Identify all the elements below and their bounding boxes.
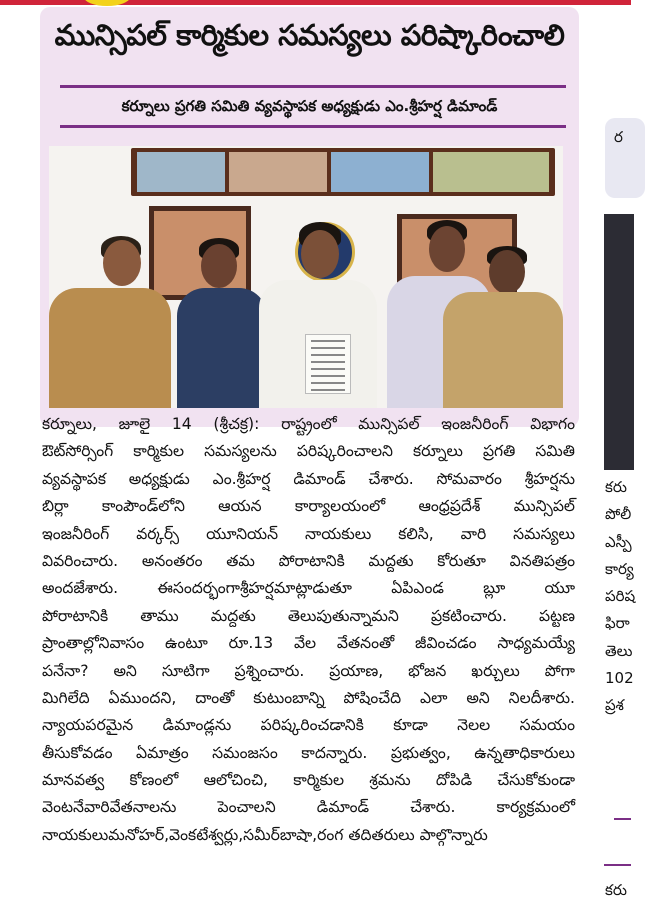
adjacent-article-box	[605, 118, 645, 198]
body-line: ఔట్‌సోర్సింగ్ కార్మికుల సమస్యలను పరిష్కరించాలని కర్నూలు ప్రగతి సమితి	[42, 442, 575, 461]
body-line: న్యాయపరమైన డిమాండ్లను పరిష్కరించడానికి కూడా నెలల సమయం	[42, 716, 575, 735]
adjacent-line: కార్య	[605, 559, 634, 578]
person-1	[49, 236, 171, 408]
photo-board	[131, 148, 555, 196]
article-headline: మున్సిపల్ కార్మికుల సమస్యలు పరిష్కారించాలి	[54, 18, 565, 52]
adjacent-line: 102	[605, 669, 634, 688]
subheadline-divider	[60, 125, 566, 128]
adjacent-line: ఫిరా	[605, 614, 630, 633]
article-body	[42, 411, 575, 849]
adjacent-line: ప్రశ	[605, 696, 624, 715]
body-line: కర్నూలు, జూలై 14 (శ్రీచక్ర): రాష్ట్రంలో మున్సిపల్ ఇంజనీరింగ్ విభాగం	[42, 415, 575, 433]
person-5	[443, 246, 563, 408]
person-2	[177, 238, 267, 408]
body-line: నాయకులుమనోహర్,వెంకటేశ్వర్లు,సమీర్‌బాషా,రంగ తదితరులు పాల్గొన్నారు	[42, 825, 488, 844]
adjacent-article-text	[605, 474, 635, 720]
body-line: మానవత్వ కోణంలో ఆలోచించి, కార్మికుల శ్రమను దోపిడి చేసుకోకుండా	[42, 771, 575, 790]
article-photo	[49, 146, 563, 408]
adjacent-bottom-text: కరు	[605, 881, 627, 899]
body-line: ప్రాంతాల్లోనివాసం ఉంటూ రూ.13 వేల వేతనంతో జీవించడం సాధ్యమయ్యే	[42, 634, 575, 653]
body-line: అందజేశారు. ఈసందర్భంగాశ్రీహర్షమాట్లాడుతూ ఏపిఎండ బ్లూ యూ	[42, 579, 575, 598]
body-line: వ్యవస్థాపక అధ్యక్షుడు ఎం.శ్రీహర్ష డిమాండ్ చేశారు. సోమవారం శ్రీహర్షను	[42, 469, 575, 488]
adjacent-line: పోలీ	[605, 505, 632, 524]
body-line: పోరాటానికి తాము మద్దతు తెలుపుతున్నామని ప్రకటించారు. పట్టణ	[42, 606, 575, 625]
adjacent-line: ఎస్పీ	[605, 532, 632, 551]
adjacent-divider-1	[614, 818, 631, 820]
top-logo-shape	[84, 0, 130, 6]
body-line: పనేనా? అని సూటిగా ప్రశ్నించారు. ప్రయాణ, భోజన ఖర్చులు పోగా	[42, 661, 575, 680]
adjacent-article-photo	[604, 214, 634, 470]
adjacent-line: పరిష	[605, 587, 636, 606]
body-line: తీసుకోవడం ఏమాత్రం సమంజసం కాదన్నారు. ప్రభుత్వం, ఉన్నతాధికారులు	[42, 743, 575, 762]
body-line: బిర్లా కాంపౌండ్‌లోని ఆయన కార్యాలయంలో ఆంధ్రప్రదేశ్ మున్సిపల్	[42, 497, 575, 516]
adjacent-line: తెలు	[605, 641, 633, 660]
body-line: వెంటనేవారివేతనాలను పెంచాలని డిమాండ్ చేశారు. కార్యక్రమంలో	[42, 798, 575, 817]
adjacent-top-text: ర	[614, 128, 623, 146]
article-subheadline: కర్నూలు ప్రగతి సమితి వ్యవస్థాపక అధ్యక్షుడు ఎం.శ్రీహర్ష డిమాండ్	[121, 97, 498, 115]
body-line: మిగిలేది ఏముందని, దాంతో కుటుంబాన్ని పోషించేది ఎలా అని నిలదీశారు.	[42, 688, 575, 707]
memorandum-paper	[305, 334, 351, 394]
body-line: వివరించారు. అనంతరం తమ పోరాటానికి మద్దతు కోరుతూ వినతిపత్రం	[42, 551, 575, 570]
adjacent-line: కరు	[605, 478, 627, 496]
headline-divider	[60, 85, 566, 88]
body-line: ఇంజనీరింగ్ వర్కర్స్ యూనియన్ నాయకులు కలిసి, వారి సమస్యలు	[42, 524, 575, 543]
adjacent-divider-2	[604, 864, 631, 866]
